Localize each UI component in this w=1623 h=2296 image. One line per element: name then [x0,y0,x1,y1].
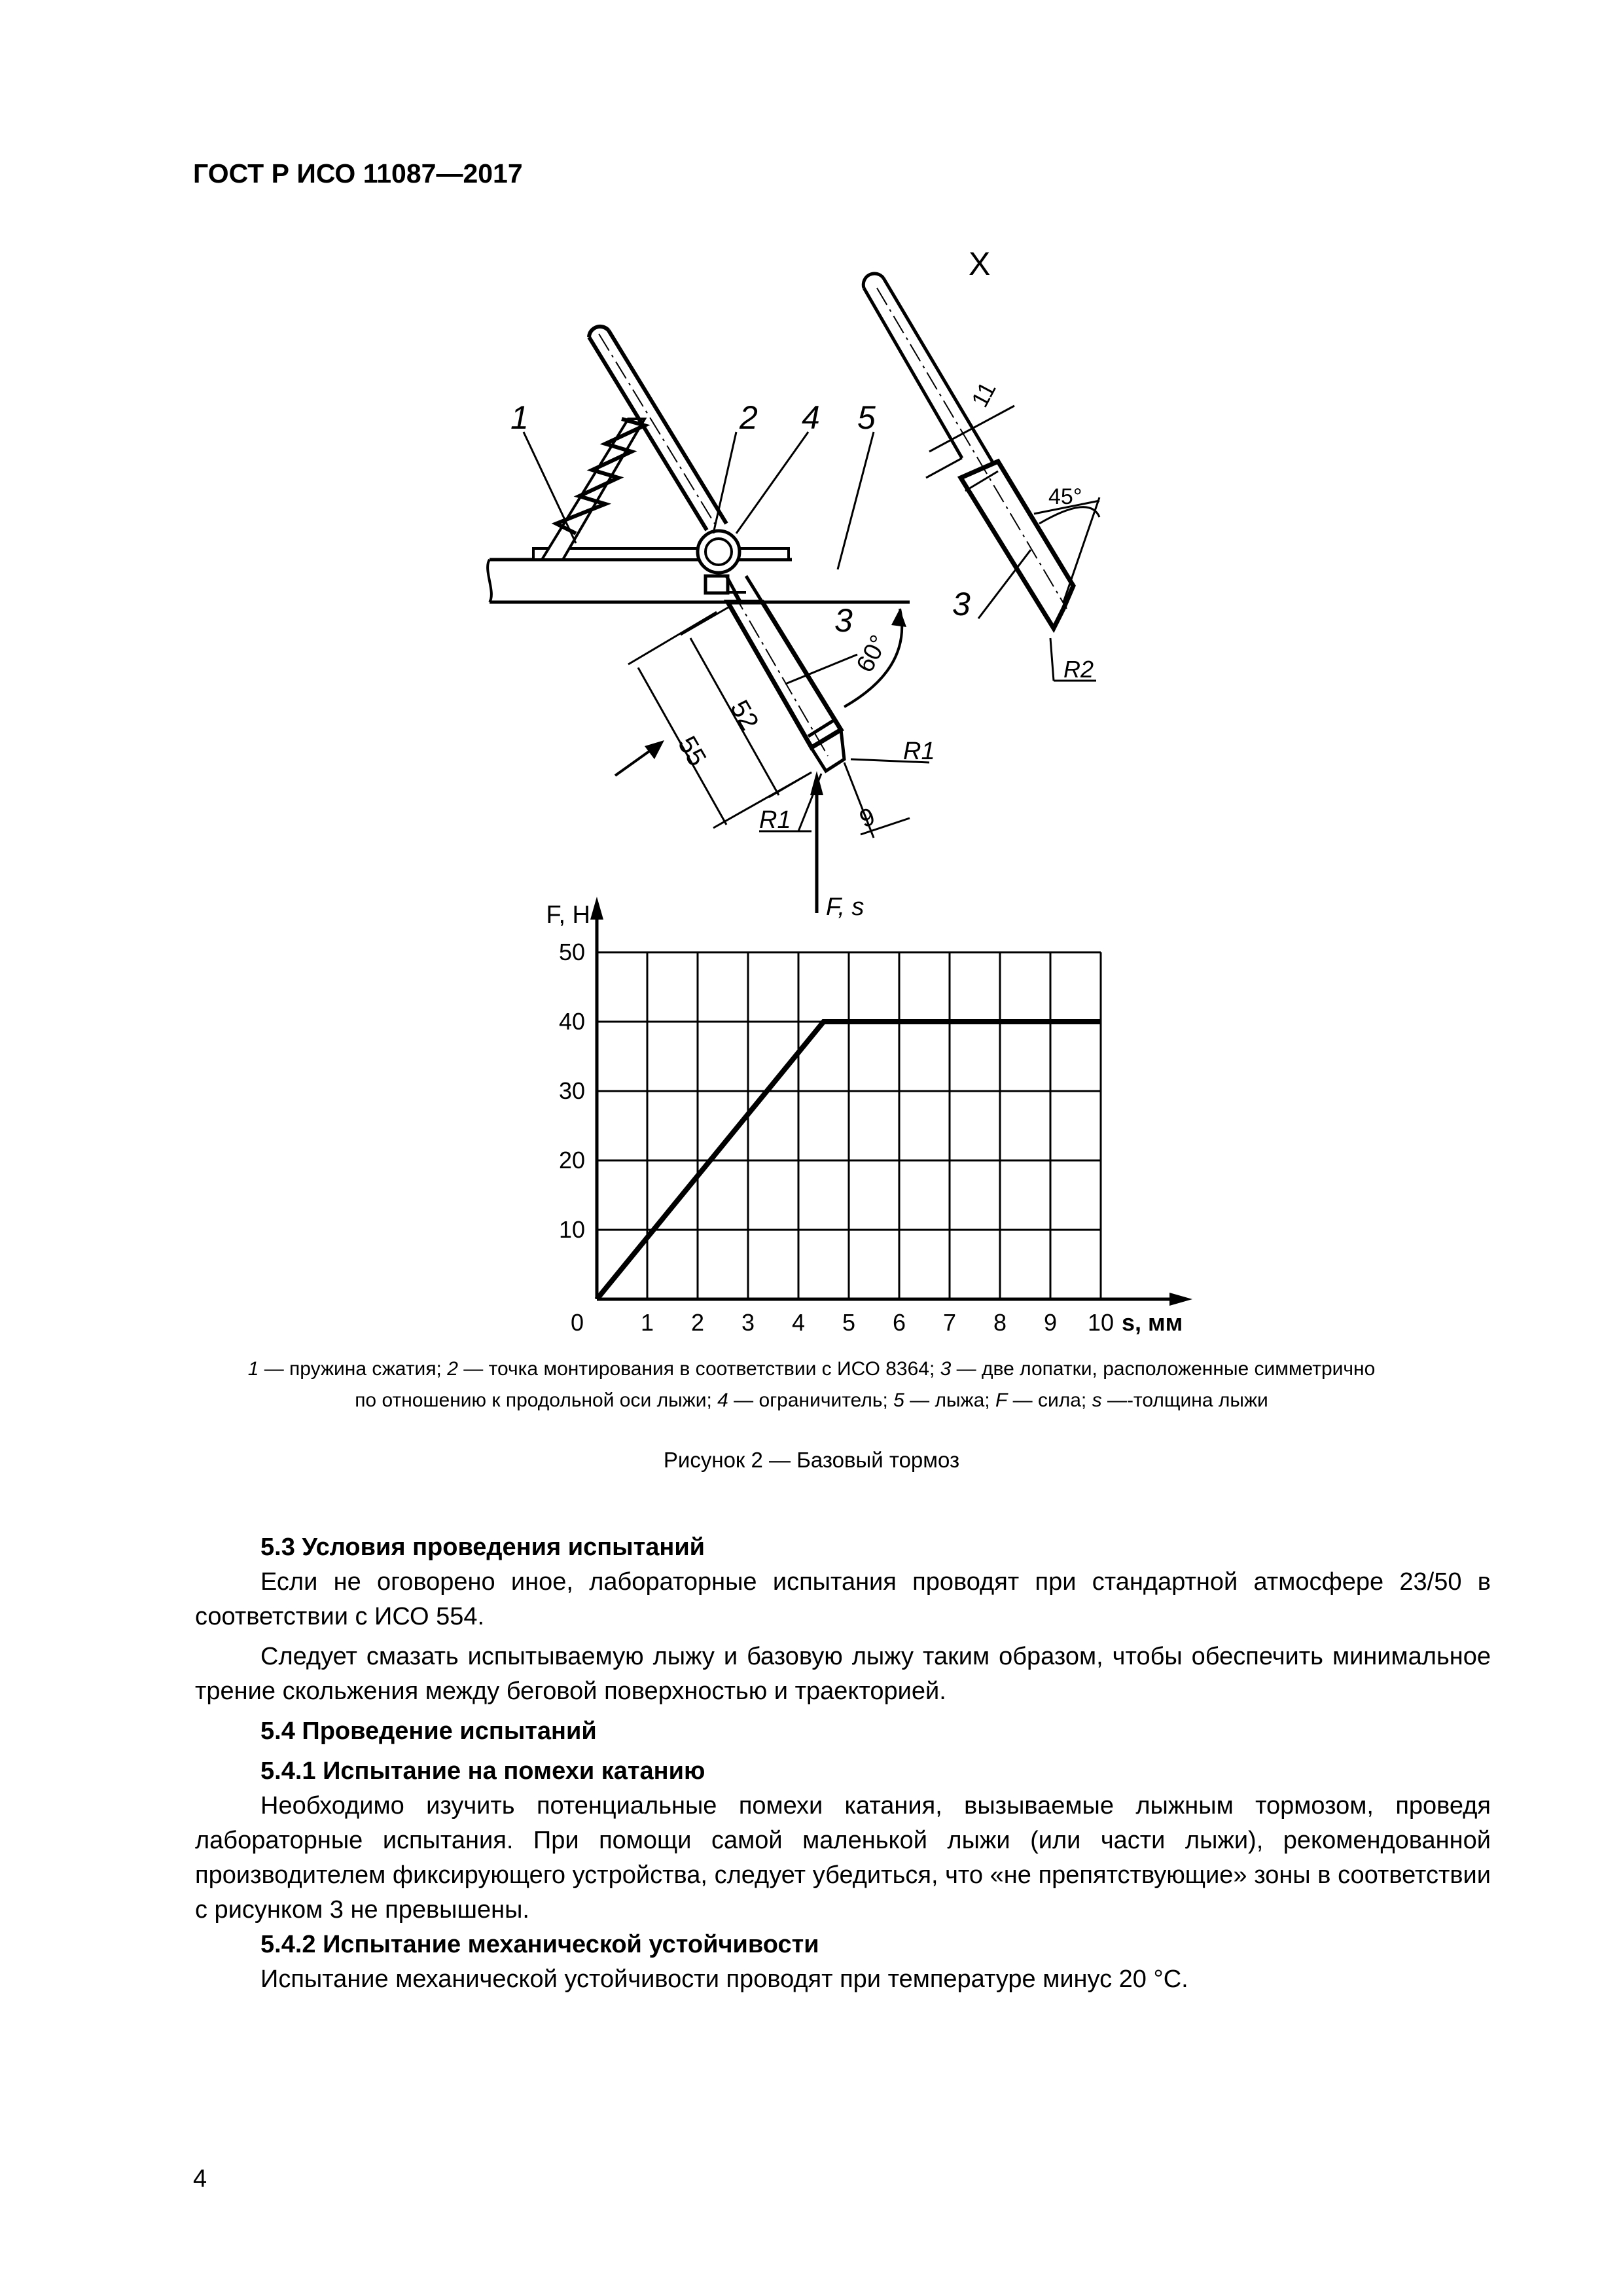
section-5-4-1-title: 5.4.1 Испытание на помехи катанию [260,1757,705,1785]
force-displacement-chart [546,897,1192,1336]
legend-key-s: s [1092,1390,1102,1411]
legend-line-1 [0,1354,1623,1385]
legend-key-3: 3 [940,1358,952,1380]
section-5-3-paragraph-1: Если не оговорено иное, лабораторные испытания проводят при стандартной атмосфере 23/50 в соответствии с ИСО 554. [195,1568,1491,1630]
y-tick-label-20: 20 [558,1147,585,1174]
legend-key-1: 1 [247,1358,259,1380]
legend-text-s: —-толщина лыжи [1101,1390,1268,1411]
callout-2: 2 [740,399,758,436]
x-tick-label-5: 5 [842,1309,856,1336]
force-label: F, s [826,893,865,921]
radius-r1-right: R1 [903,738,935,765]
x-tick-label-0: 0 [570,1309,584,1336]
angle-60: 60° [851,630,893,677]
radius-r2: R2 [1063,656,1094,683]
section-5-4-2-title: 5.4.2 Испытание механической устойчивости [260,1931,819,1958]
figure-caption: Рисунок 2 — Базовый тормоз [663,1448,960,1472]
legend-key-f: F [995,1390,1008,1411]
legend-text-2: — точка монтирования в соответствии с ИСО 8364; [457,1358,940,1380]
x-tick-label-10: 10 [1087,1309,1115,1336]
dimension-11: 11 [965,377,1001,412]
section-5-4-1-paragraph: Необходимо изучить потенциальные помехи катания, вызываемые лыжным тормозом, проведя лабораторные испытания. При помощи самой маленькой лыжи (или части лыжи), рекомендованной производителем фиксирующего устройства, следует убедиться, что «не препятствующие» зоны в соответствии с рисунком 3 не превышены. [195,1792,1491,1924]
y-tick-label-30: 30 [558,1077,585,1104]
y-tick-label-10: 10 [558,1216,585,1243]
y-tick-label-40: 40 [558,1008,585,1035]
x-tick-label-9: 9 [1043,1309,1058,1336]
callout-1: 1 [510,399,529,436]
section-5-3 [195,1530,1491,1997]
callout-3-view-x: 3 [952,586,971,622]
y-axis-arrow [590,897,603,920]
page-number: 4 [193,2165,207,2193]
angle-45: 45° [1048,484,1082,509]
legend-text-4: — ограничитель; [728,1390,894,1411]
x-tick-label-4: 4 [791,1309,806,1336]
callout-4: 4 [802,399,820,436]
legend-text-3: — две лопатки, расположенные симметрично [951,1358,1376,1380]
legend-line-2 [0,1385,1623,1416]
x-tick-label-8: 8 [993,1309,1007,1336]
callout-3-paddle: 3 [834,602,853,639]
callout-5: 5 [857,399,876,436]
x-tick-label-1: 1 [640,1309,654,1336]
document-code: ГОСТ Р ИСО 11087—2017 [193,158,523,188]
section-5-3-paragraph-2: Следует смазать испытываемую лыжу и базовую лыжу таким образом, чтобы обеспечить минимальное трение скольжения между беговой поверхностью и траекторией. [195,1643,1491,1705]
view-x-label: X [969,245,991,282]
legend-text-3b: по отношению к продольной оси лыжи; [355,1390,718,1411]
legend-text-5: — лыжа; [904,1390,995,1411]
legend-text-1: — пружина сжатия; [259,1358,448,1380]
x-tick-label-3: 3 [741,1309,755,1336]
x-tick-label-6: 6 [892,1309,906,1336]
dimension-52: 52 [724,695,764,736]
legend-key-5: 5 [893,1390,904,1411]
x-axis-arrow [1169,1293,1192,1306]
legend-key-2: 2 [447,1358,458,1380]
section-5-4-title: 5.4 Проведение испытаний [260,1717,597,1745]
legend-key-4: 4 [717,1390,728,1411]
x-tick-label-2: 2 [690,1309,705,1336]
radius-r1-left: R1 [759,806,791,834]
y-tick-label-50: 50 [558,939,585,965]
dimension-55: 55 [672,731,712,772]
dimension-9: 9 [855,802,879,834]
x-axis-label: s, мм [1122,1309,1183,1336]
section-5-3-title: 5.3 Условия проведения испытаний [260,1534,705,1561]
x-tick-label-7: 7 [942,1309,957,1336]
y-axis-label: F, Н [546,901,590,929]
section-5-4-2-paragraph: Испытание механической устойчивости проводят при температуре минус 20 °С. [260,1965,1188,1993]
figure-legend [0,1354,1623,1416]
legend-text-f: — сила; [1007,1390,1092,1411]
